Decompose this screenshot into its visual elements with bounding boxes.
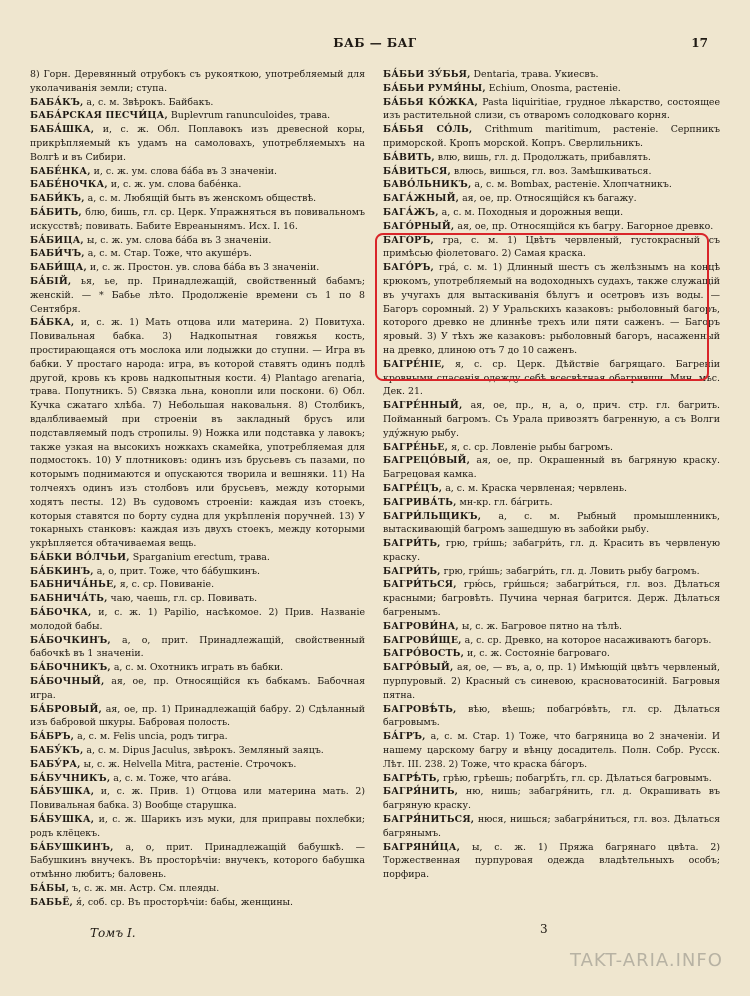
entry-definition: а, с. м. Походныя и дорожныя вещи. — [438, 206, 624, 218]
dictionary-entry — [30, 772, 365, 786]
dictionary-entry — [30, 247, 365, 261]
entry-definition: ы, с. ж. ум. слова ба́ба въ 3 значеніи. — [83, 234, 272, 246]
dictionary-entry — [30, 68, 365, 96]
entry-definition: я, с. ср. Церк. Дѣйствіе багрящаго. Багреніи кровными спасенія одежду себѣ всесвѣтная обагривши. Мин. мѣс. Дек. 21. — [383, 358, 720, 398]
entry-definition: и, с. ж. Простон. ув. слова ба́ба въ 3 значеніи. — [86, 262, 320, 274]
dictionary-entry — [383, 730, 720, 771]
entry-definition: и, с. ж. Прив. 1) Отцова или материна мать. 2) Повивальная бабка. 3) Вообще старушка. — [30, 786, 365, 812]
entry-headword: БА́БОЧНИКЪ, — [30, 662, 111, 674]
entry-headword: БА́БКА, — [30, 317, 75, 329]
entry-headword: БАГО́РЪ, — [383, 262, 434, 274]
entry-headword: БА́БКИНЪ, — [30, 565, 94, 577]
dictionary-entry — [30, 758, 365, 772]
dictionary-entry — [30, 178, 365, 192]
dictionary-entry — [30, 813, 365, 841]
entry-headword: БА́БУШКА, — [30, 814, 95, 826]
entry-definition: и, с. ж. Шарикъ изъ муки, для приправы похлебки; родъ клёцекъ. — [30, 814, 365, 839]
dictionary-entry — [30, 661, 365, 675]
entry-definition: а, с. м. Тоже, что ага́ва. — [110, 772, 232, 784]
entry-definition: грю, гри́шь; забагри́ть, гл. д. Красить въ червленую краску. — [383, 538, 720, 563]
entry-definition: ая, ое, пр. Относящійся къ багажу. — [459, 193, 637, 205]
entry-definition: Crithmum maritimum, растеніе. Серпникъ приморской. Кропъ морской. Копръ. Сверлильникъ. — [383, 124, 720, 149]
entry-definition: я́, соб. ср. Въ просторѣчіи: бабы, женщины. — [73, 896, 294, 908]
entry-headword: БАБА́РСКАЯ ПЕСЧИ́ЦА, — [30, 110, 168, 122]
entry-definition: а, о, прит. Принадлежащій бабушкѣ. — Бабушкинъ внучекъ. Въ просторѣчіи: внучекъ, которого бабушка отмѣнно любитъ; баловень. — [30, 841, 365, 881]
dictionary-entry — [383, 661, 720, 702]
dictionary-entry — [30, 234, 365, 248]
dictionary-entry — [383, 510, 720, 538]
entry-definition: а, с. м. Рыбный промышленникъ, вытаскивающій багромъ зашедшую въ забойки рыбу. — [383, 510, 720, 536]
dictionary-entry — [30, 896, 365, 910]
dictionary-entry — [30, 703, 365, 731]
entry-headword: БАБА́КЪ, — [30, 96, 84, 108]
entry-headword: БАГРЕ́ННЫЙ, — [383, 400, 463, 412]
entry-definition: ая, ое, пр. 1) Принадлежащій бабру. 2) Сдѣланный изъ бабровой шкуры. Бабровая полость. — [30, 703, 365, 729]
dictionary-entry — [383, 68, 720, 82]
entry-definition: ая, ое, — въ, а, о, пр. 1) Имѣющій цвѣтъ червленый, пурпуровый. 2) Красный съ синевою, красноватосиній. Багровыя пятна. — [383, 662, 720, 701]
entry-headword: БА́БКИ ВО́ЛЧЬИ, — [30, 551, 130, 563]
entry-headword: БАБЕ́НКА, — [30, 165, 91, 177]
entry-definition: 8) Горн. Деревянный отрубокъ съ рукояткою, употребляемый для уколачиванія земли; ступа. — [30, 69, 365, 94]
dictionary-entry — [383, 482, 720, 496]
entry-headword: БА́БЬЯ КО́ЖКА, — [383, 96, 479, 108]
dictionary-entry — [30, 675, 365, 703]
dictionary-entry — [383, 206, 720, 220]
dictionary-entry — [383, 813, 720, 841]
entry-headword: БА́БУШКИНЪ, — [30, 841, 114, 853]
dictionary-entry — [30, 316, 365, 551]
dictionary-entry — [30, 123, 365, 164]
dictionary-entry — [383, 399, 720, 440]
entry-headword: БАБЕ́НОЧКА, — [30, 179, 108, 191]
entry-headword: БАГА́ЖНЫЙ, — [383, 193, 460, 205]
entry-headword: БАВО́ЛЬНИКЪ, — [383, 179, 472, 191]
dictionary-entry — [383, 647, 720, 661]
entry-definition: влюсь, вишься, гл. воз. Замѣшкиваться. — [450, 165, 652, 177]
entry-definition: а, с. м. Краска червленая; червлень. — [442, 482, 628, 494]
entry-headword: БАБНИЧА́НЬЕ, — [30, 579, 117, 591]
entry-definition: а, с. м. Любящій быть въ женскомъ обществѣ. — [84, 193, 317, 205]
entry-headword: БА́БОЧНЫЙ, — [30, 676, 105, 688]
entry-headword: БАБИ́ЧЪ, — [30, 248, 85, 260]
entry-headword: БАГРИ́ТЬСЯ, — [383, 579, 457, 591]
entry-definition: ья, ье, пр. Принадлежащій, свойственный бабамъ; женскій. — * Бабье лѣто. Продолженіе времени съ 1 по 8 Сентября. — [30, 275, 365, 315]
dictionary-entry — [30, 785, 365, 813]
dictionary-entry — [30, 882, 365, 896]
entry-headword: БА́БУЧНИКЪ, — [30, 772, 111, 784]
entry-definition: вѣю, вѣешь; побагро́вѣть, гл. ср. Дѣлаться багровымъ. — [383, 703, 720, 729]
dictionary-entry — [383, 123, 720, 151]
left-column — [30, 68, 365, 910]
entry-definition: я, с. ср. Ловленіе рыбы багромъ. — [448, 441, 614, 453]
entry-headword: БА́БУШКА, — [30, 786, 95, 798]
entry-headword: БАБЬЁ, — [30, 896, 74, 908]
entry-definition: грю, гри́шь; забагри́ть, гл. д. Ловить рыбу багромъ. — [440, 565, 700, 577]
entry-definition: а, с. ср. Древко, на которое насаживаютъ багоръ. — [461, 634, 712, 646]
entry-headword: БАГРОВИ́ЩЕ, — [383, 634, 462, 646]
dictionary-entry — [383, 634, 720, 648]
entry-headword: БАГРИ́ТЬ, — [383, 538, 441, 550]
entry-definition: Echium, Onosma, растеніе. — [485, 82, 621, 94]
entry-headword: БА́БЬИ РУМЯ́НЫ, — [383, 82, 486, 94]
entry-definition: влю, вишь, гл. д. Продолжать, прибавлять. — [434, 151, 651, 163]
entry-definition: и, с. ж. ум. слова ба́ба въ 3 значеніи. — [90, 165, 277, 177]
entry-headword: БА́БІЙ, — [30, 275, 72, 287]
volume-label: Томъ I. — [90, 926, 136, 940]
entry-headword: БАБА́ШКА, — [30, 124, 95, 136]
entry-headword: БАБИ́КЪ, — [30, 193, 85, 205]
entry-headword: БАГА́ЖЪ, — [383, 206, 439, 218]
dictionary-entry — [30, 261, 365, 275]
dictionary-entry — [383, 772, 720, 786]
entry-definition: ы, с. ж. Helvella Mitra, растеніе. Строчокъ. — [80, 758, 297, 770]
entry-definition: и, с. ж. ум. слова бабе́нка. — [107, 179, 242, 191]
entry-headword: БА́ВИТЬ, — [383, 151, 435, 163]
entry-definition: ы, с. ж. 1) Пряжа багрянаго цвѣта. 2) Торжественная пурпуровая одежда владѣтельныхъ особъ; порфира. — [383, 841, 720, 881]
dictionary-entry — [30, 730, 365, 744]
entry-definition: и, с. ж. 1) Мать отцова или материна. 2) Повитуха. Повивальная бабка. 3) Надкопытная говяжья кость, простирающаяся отъ мослока или лодыжки до ступни. — Игра въ бабки. У простаго народа: игра, въ которой ставятъ одинъ подлѣ другой, кровь къ кровь надкопытныя кости. 4) Plantago arenaria, трава. Попутникъ. 5) Связка льна, конопли или поскони. 6) Обл. Кучка сжатаго хлѣба. 7) Небольшая наковальня. 8) Столбикъ, вдалбливаемый при строеніи въ закладный брусъ или подставляемый подъ стропилы. 9) Ножка или подставка у лавокъ; также узкая на высокихъ ножкахъ скамейка, употребляемая для подмостокъ. 10) У плотниковъ: одинъ изъ брусьевъ съ пазами, по которымъ поднимаются и опускаются творила и вешняки. 11) На толчеяхъ одинъ изъ столбовъ или брусьевъ, между которыми ходятъ песты. 12) Въ судовомъ строеніи: каждая изъ стоекъ, которыя ставятся по борту судна для укрѣпленія поручней. 13) У токарныхъ станковъ: каждая изъ двухъ стоекъ, между которыми укрѣпляется обтачиваемая вещь. — [30, 317, 365, 550]
dictionary-entry — [383, 178, 720, 192]
entry-headword: БАГРИВА́ТЬ, — [383, 496, 457, 508]
entry-headword: БА́БИТЬ, — [30, 206, 82, 218]
entry-definition: а, с. м. Стар. Тоже, что акуше́ръ. — [84, 248, 252, 260]
entry-headword: БА́ГРЪ, — [383, 731, 426, 743]
dictionary-entry — [383, 565, 720, 579]
entry-definition: и, с. ж. Состояніе багроваго. — [464, 648, 610, 660]
entry-definition: гра́, с. м. 1) Длинный шестъ съ желѣзнымъ на концѣ крюкомъ, употребляемый на водоходныхъ судахъ, также служащій въ учугахъ для вытаскиванія бѣлугъ и осетровъ изъ воды. — Багоръ соромный. 2) У Уральскихъ казаковъ: рыболовный багоръ, которого древко не длиннѣе трехъ или пяти саженъ. — Багоръ яровый. 3) У тѣхъ же казаковъ: рыболовный багоръ, насаженный на древко, длиною отъ 7 до 10 саженъ. — [383, 262, 720, 356]
dictionary-entry — [30, 841, 365, 882]
entry-definition: а, с. м. Охотникъ играть въ бабки. — [110, 662, 284, 674]
entry-headword: БАГРО́ВОСТЬ, — [383, 648, 465, 660]
dictionary-entry — [30, 606, 365, 634]
entry-definition: ая, ое, пр. Окрашенный въ багряную краску. Багрецовая камка. — [383, 455, 720, 481]
entry-headword: БА́БЬИ ЗУ́БЬЯ, — [383, 69, 471, 80]
entry-definition: а, с. м. Felis uncia, родъ тигра. — [74, 731, 228, 743]
entry-definition: грю́сь, гри́шься; забагри́ться, гл. воз. Дѣлаться красными; багровѣть. Пучина черная багрится. Держ. Дѣлаться багренымъ. — [383, 579, 720, 619]
running-head: БАБ — БАГ — [333, 36, 417, 50]
entry-definition: а, с. м. Стар. 1) Тоже, что багряница во 2 значеніи. И нашему царскому багру и вѣнцу досадитель. Полн. Собр. Русск. Лѣт. III. 238. 2) Тоже, что краска ба́горъ. — [383, 731, 720, 770]
entry-definition: мн-кр. гл. ба́грить. — [456, 496, 553, 508]
entry-headword: БАГРЕ́НІЕ, — [383, 358, 445, 370]
entry-definition: и, с. ж. Обл. Поплавокъ изъ древесной коры, прикрѣпляемый къ удамъ на самоловахъ, употребляемыхъ на Волгѣ и въ Сибири. — [30, 124, 365, 163]
entry-headword: БАГРИ́ТЬ, — [383, 565, 441, 577]
entry-headword: БА́БОЧКИНЪ, — [30, 634, 111, 646]
entry-definition: я, с. ср. Повиваніе. — [116, 579, 215, 591]
entry-headword: БА́БРОВЫЙ, — [30, 703, 102, 715]
entry-headword: БАГРЕ́ЦЪ, — [383, 482, 443, 494]
entry-headword: БА́БЬЯ СО́ЛЬ, — [383, 124, 473, 136]
entry-headword: БАГРЯ́НИТЬСЯ, — [383, 814, 475, 826]
dictionary-entry — [383, 220, 720, 234]
entry-headword: БА́ВИТЬСЯ, — [383, 165, 451, 177]
entry-definition: нюся, нишься; забагря́ниться, гл. воз. Дѣлаться багрянымъ. — [383, 814, 720, 839]
entry-headword: БАГРЯНИ́ЦА, — [383, 841, 461, 853]
entry-definition: и, с. ж. 1) Papilio, насѣкомое. 2) Прив. Названіе молодой бабы. — [30, 607, 365, 632]
entry-headword: БАГРОВѢ́ТЬ, — [383, 703, 457, 715]
entry-headword: БАГРЕЦО́ВЫЙ, — [383, 455, 471, 467]
dictionary-entry — [383, 703, 720, 731]
entry-headword: БАБНИЧА́ТЬ, — [30, 593, 108, 605]
entry-headword: БАГРЯ́НИТЬ, — [383, 786, 459, 798]
dictionary-entry — [30, 551, 365, 565]
entry-headword: БАБИ́ЩА, — [30, 262, 87, 274]
entry-definition: а, с. м. Звѣрокъ. Байбакъ. — [83, 96, 214, 108]
page-number: 17 — [691, 36, 708, 50]
dictionary-entry — [383, 165, 720, 179]
dictionary-entry — [30, 96, 365, 110]
highlight-box — [375, 233, 709, 381]
entry-definition: а, о, прит. Принадлежащій, свойственный бабочкѣ въ 1 значеніи. — [30, 634, 365, 660]
dictionary-entry — [30, 206, 365, 234]
entry-headword: БАГО́РНЫЙ, — [383, 220, 455, 232]
entry-headword: БА́БОЧКА, — [30, 607, 92, 619]
entry-headword: БА́БЫ, — [30, 883, 70, 895]
right-column — [383, 68, 720, 882]
entry-headword: БАГРОВИ́НА, — [383, 620, 459, 632]
dictionary-entry — [30, 275, 365, 316]
entry-headword: БАГРИ́ЛЬЩИКЪ, — [383, 510, 482, 522]
page-header — [0, 36, 750, 56]
entry-definition: Buplevrum ranunculoides, трава. — [167, 110, 331, 122]
entry-definition: ая, ое, пр. Относящійся къ бабкамъ. Бабочная игра. — [30, 676, 365, 701]
dictionary-entry — [383, 578, 720, 619]
dictionary-entry — [383, 96, 720, 124]
entry-definition: Pasta liquiritiae, грудное лѣкарство, состоящее изъ растительной слизи, съ отваромъ солодковаго корня. — [383, 96, 721, 122]
dictionary-entry — [30, 578, 365, 592]
dictionary-entry — [30, 634, 365, 662]
dictionary-entry — [383, 496, 720, 510]
dictionary-entry — [383, 82, 720, 96]
dictionary-entry — [30, 592, 365, 606]
dictionary-entry — [383, 841, 720, 882]
dictionary-entry — [383, 441, 720, 455]
dictionary-entry — [30, 165, 365, 179]
entry-headword: БАГРЕ́НЬЕ, — [383, 441, 449, 453]
entry-headword: БА́БРЪ, — [30, 731, 75, 743]
dictionary-entry — [383, 454, 720, 482]
dictionary-entry — [383, 785, 720, 813]
dictionary-entry — [383, 620, 720, 634]
entry-headword: БАГРѢ́ТЬ, — [383, 772, 440, 784]
entry-headword: БА́БИЦА, — [30, 234, 84, 246]
entry-definition: а, с. м. Bombax, растеніе. Хлопчатникъ. — [471, 179, 672, 191]
entry-definition: Sparganium erectum, трава. — [129, 551, 270, 563]
entry-definition: блю, бишь, гл. ср. Церк. Упражняться въ повивальномъ искусствѣ; повивать. Бабите Евреанынямъ. Исх. I. 16. — [30, 206, 365, 232]
dictionary-entry — [30, 109, 365, 123]
entry-definition: ы, с. ж. Багровое пятно на тѣлѣ. — [458, 620, 623, 632]
entry-definition: ая, ое, пр., н, а, о, прич. стр. гл. багрить. Пойманный багромъ. Съ Урала привозятъ багренную, а съ Волги уду́жную рыбу. — [383, 400, 720, 439]
entry-definition: ъ, с. ж. мн. Астр. См. плеяды. — [69, 883, 220, 895]
entry-definition: грѣю, грѣешь; побагрѣ́ть, гл. ср. Дѣлаться багровымъ. — [440, 772, 712, 784]
entry-headword: БАГРО́ВЫЙ, — [383, 662, 454, 674]
dictionary-entry — [30, 565, 365, 579]
entry-definition: Dentaria, трава. Укиесвъ. — [470, 69, 599, 80]
entry-definition: гра, с. м. 1) Цвѣтъ червленый, густокрасный съ примѣсью фіолетоваго. 2) Самая краска. — [383, 234, 720, 260]
dictionary-entry — [30, 192, 365, 206]
entry-headword: БАБУ́РА, — [30, 758, 81, 770]
entry-definition: а, о, прит. Тоже, что ба́бушкинъ. — [93, 565, 260, 577]
entry-definition: ню, нишь; забагря́нить, гл. д. Окрашивать въ багряную краску. — [383, 786, 720, 812]
entry-headword: БАБУ́КЪ, — [30, 745, 84, 757]
watermark: TAKT-ARIA.INFO — [570, 950, 723, 971]
entry-definition: чаю, чаешь, гл. ср. Повивать. — [107, 593, 258, 605]
entry-definition: ая, ое, пр. Относящійся къ багру. Багорное древко. — [454, 220, 714, 232]
dictionary-entry — [383, 151, 720, 165]
signature-mark: 3 — [540, 922, 548, 936]
dictionary-entry — [383, 537, 720, 565]
entry-definition: а, с. м. Dipus Jaculus, звѣрокъ. Земляный заяцъ. — [83, 745, 324, 757]
dictionary-entry — [383, 192, 720, 206]
entry-headword: БАГО́РЪ, — [383, 234, 434, 246]
dictionary-entry — [30, 744, 365, 758]
